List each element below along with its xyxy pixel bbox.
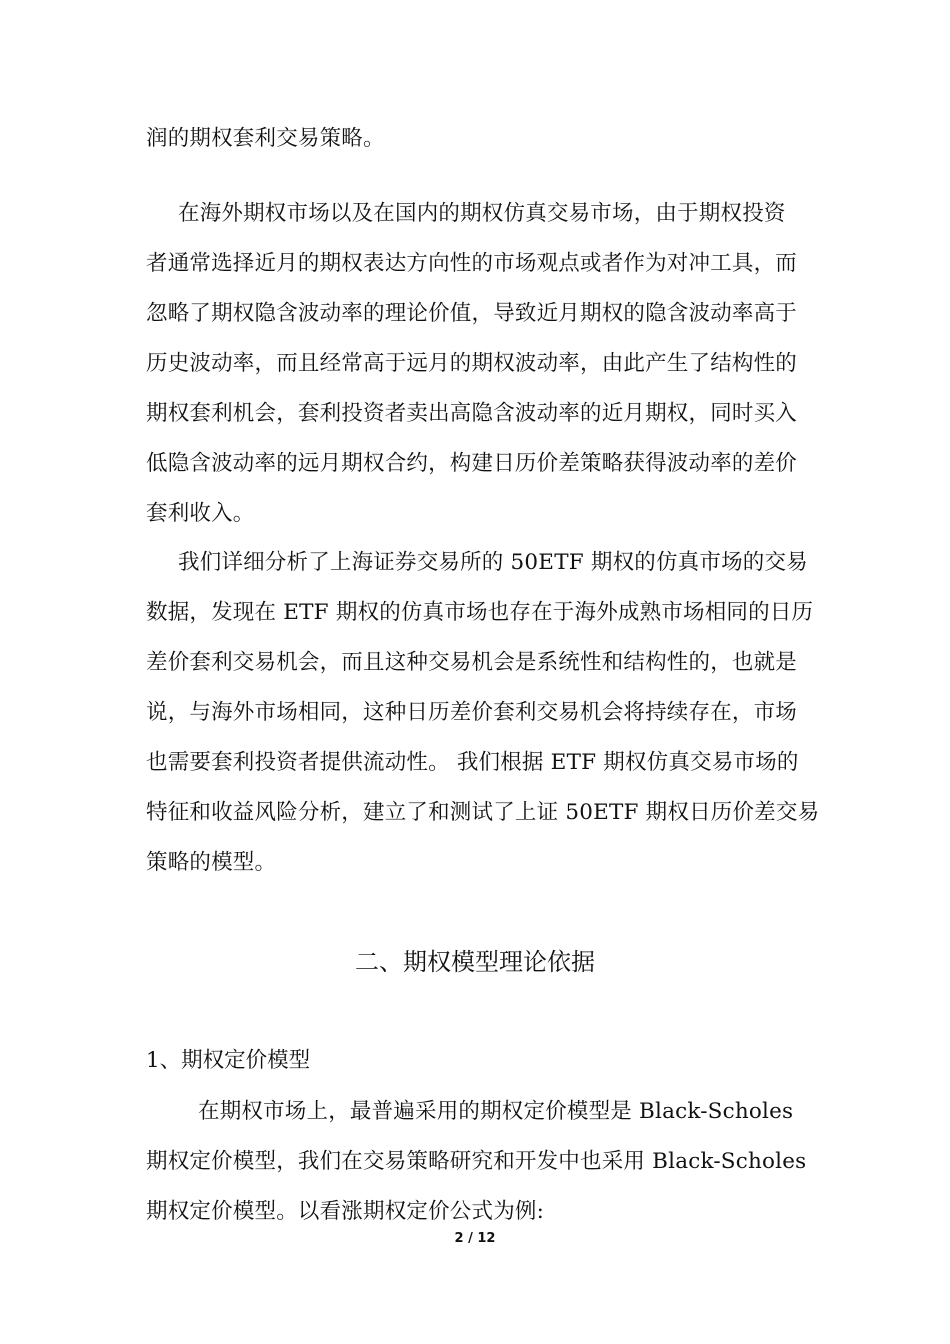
paragraph-line: 低隐含波动率的远月期权合约，构建日历价差策略获得波动率的差价	[146, 451, 798, 476]
section-heading: 二、期权模型理论依据	[355, 948, 595, 976]
paragraph-line: 差价套利交易机会，而且这种交易机会是系统性和结构性的，也就是	[146, 650, 798, 675]
paragraph-line: 期权定价模型，我们在交易策略研究和开发中也采用 Black-Scholes	[146, 1149, 807, 1174]
paragraph-line: 也需要套利投资者提供流动性。 我们根据 ETF 期权仿真交易市场的	[146, 750, 799, 775]
paragraph-line: 在海外期权市场以及在国内的期权仿真交易市场，由于期权投资	[178, 201, 786, 226]
paragraph-line: 期权套利机会，套利投资者卖出高隐含波动率的近月期权，同时买入	[146, 401, 798, 426]
subsection-heading: 1、期权定价模型	[146, 1048, 311, 1073]
paragraph-line: 历史波动率，而且经常高于远月的期权波动率，由此产生了结构性的	[146, 351, 798, 376]
page-number: 2 / 12	[454, 1231, 496, 1246]
paragraph-line: 者通常选择近月的期权表达方向性的市场观点或者作为对冲工具，而	[146, 251, 798, 276]
paragraph-line: 特征和收益风险分析，建立了和测试了上证 50ETF 期权日历价差交易	[146, 800, 820, 825]
paragraph-line: 套利收入。	[146, 501, 255, 526]
paragraph-line: 数据，发现在 ETF 期权的仿真市场也存在于海外成熟市场相同的日历	[146, 600, 814, 625]
paragraph-line: 忽略了期权隐含波动率的理论价值，导致近月期权的隐含波动率高于	[146, 301, 798, 326]
paragraph-line: 我们详细分析了上海证券交易所的 50ETF 期权的仿真市场的交易	[178, 550, 808, 575]
paragraph-line: 期权定价模型。以看涨期权定价公式为例:	[146, 1199, 545, 1224]
paragraph-line: 说，与海外市场相同，这种日历差价套利交易机会将持续存在，市场	[146, 700, 798, 725]
paragraph-line: 策略的模型。	[146, 850, 277, 875]
paragraph-line: 润的期权套利交易策略。	[146, 126, 385, 151]
paragraph-line: 在期权市场上，最普遍采用的期权定价模型是 Black-Scholes	[198, 1099, 794, 1124]
